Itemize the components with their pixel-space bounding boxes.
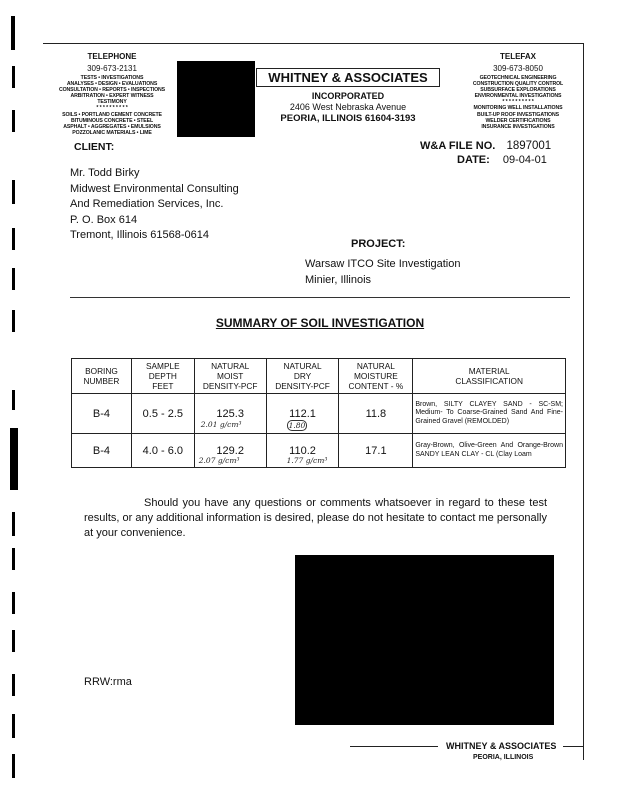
date-line: [457, 154, 547, 166]
cell-moist-density: 129.2 2.07 g/cm³: [194, 434, 266, 468]
cell-classification: Gray-Brown, Olive-Green And Orange-Brown SANDY LEAN CLAY - CL (Clay Loam: [413, 434, 566, 468]
section-divider: [70, 297, 570, 298]
cell-classification: Brown, SILTY CLAYEY SAND - SC-SM; Medium- To Coarse-Grained Sand And Fine-Grained Gravel (REMOLDED): [413, 394, 566, 434]
handwritten-note: 2.07 g/cm³: [198, 456, 240, 465]
cell-moisture: 11.8: [339, 394, 413, 434]
cell-moisture: 17.1: [339, 434, 413, 468]
header-sample-depth: SAMPLE DEPTH FEET: [131, 359, 194, 394]
header-moisture-content: NATURAL MOISTURE CONTENT - %: [339, 359, 413, 394]
handwritten-note: 1.77 g/cm³: [286, 456, 328, 465]
header-material-classification: MATERIAL CLASSIFICATION: [413, 359, 566, 394]
company-street: 2406 West Nebraska Avenue: [289, 102, 407, 112]
client-label: CLIENT:: [74, 141, 115, 153]
soil-summary-table: [71, 358, 566, 468]
cell-moist-density: 125.3 2.01 g/cm³: [194, 394, 266, 434]
footer-company: WHITNEY & ASSOCIATES: [446, 741, 557, 751]
telefax-label: TELEFAX: [499, 52, 536, 61]
telefax-block: [466, 52, 570, 130]
date-value: 09-04-01: [502, 154, 547, 166]
project-label: PROJECT:: [351, 238, 406, 250]
cell-boring: B-4: [72, 394, 132, 434]
date-label: DATE:: [457, 154, 490, 166]
handwritten-note: 1.80: [288, 421, 306, 430]
client-address: Mr. Todd Birky Midwest Environmental Consulting And Remediation Services, Inc. P. O. Box 614 Tremont, Illinois 61568-0614: [70, 167, 239, 241]
cell-dry-density: 112.1 1.80: [266, 394, 339, 434]
cell-boring: B-4: [72, 434, 132, 468]
footer-rule-end: [563, 746, 583, 747]
telephone-block: [58, 52, 166, 136]
cell-depth: 0.5 - 2.5: [131, 394, 194, 434]
redacted-signature: [295, 555, 554, 725]
initials: RRW:rma: [84, 676, 132, 688]
summary-title: SUMMARY OF SOIL INVESTIGATION: [215, 316, 425, 330]
telefax-number: 309-673-8050: [493, 64, 543, 73]
file-label: W&A FILE NO.: [420, 140, 496, 152]
redacted-logo: [177, 61, 255, 137]
services-list-left: TESTS • INVESTIGATIONS ANALYSES • DESIGN • EVALUATIONS CONSULTATION • REPORTS • INSPECTIONS ARBITRATION • EXPERT WITNESS TESTIMONY * * * * * * * * * * SOILS • PORTLAND CEMENT CONCRETE BITUMINOUS CONCRETE • STEEL ASPHALT • AGGREGATES • EMULSIONS POZZOLANIC MATERIALS • LIME: [58, 75, 166, 136]
telephone-number: 309-673-2131: [87, 64, 137, 73]
footer-rule: [350, 746, 438, 747]
footer-city: PEORIA, ILLINOIS: [473, 754, 534, 761]
cell-dry-density: 110.2 1.77 g/cm³: [266, 434, 339, 468]
company-name: WHITNEY & ASSOCIATES: [256, 68, 440, 87]
closing-paragraph: Should you have any questions or comments whatsoever in regard to these test results, or any additional information is desired, please do not hesitate to contact me personally at your convenience.: [84, 497, 547, 539]
services-list-right: GEOTECHNICAL ENGINEERING CONSTRUCTION QUALITY CONTROL SUBSURFACE EXPLORATIONS ENVIRONMENTAL INVESTIGATIONS * * * * * * * * * * MONITORING WELL INSTALLATIONS BUILT-UP ROOF INVESTIGATIONS WELDER CERTIFICATIONS INSURANCE INVESTIGATIONS: [472, 75, 564, 130]
cell-depth: 4.0 - 6.0: [131, 434, 194, 468]
project-lines: Warsaw ITCO Site Investigation Minier, Illinois: [305, 258, 461, 286]
header-moist-density: NATURAL MOIST DENSITY-PCF: [194, 359, 266, 394]
telephone-label: TELEPHONE: [87, 52, 137, 61]
table-row: [72, 434, 566, 468]
file-number-line: [420, 140, 551, 152]
header-boring-number: BORING NUMBER: [72, 359, 132, 394]
table-row: [72, 394, 566, 434]
company-inc: INCORPORATED: [311, 91, 385, 101]
handwritten-note: 2.01 g/cm³: [200, 420, 242, 429]
company-city: PEORIA, ILLINOIS 61604-3193: [280, 113, 416, 124]
file-number: 1897001: [506, 140, 552, 152]
header-dry-density: NATURAL DRY DENSITY-PCF: [266, 359, 339, 394]
table-header-row: [72, 359, 566, 394]
company-block: [256, 68, 440, 124]
